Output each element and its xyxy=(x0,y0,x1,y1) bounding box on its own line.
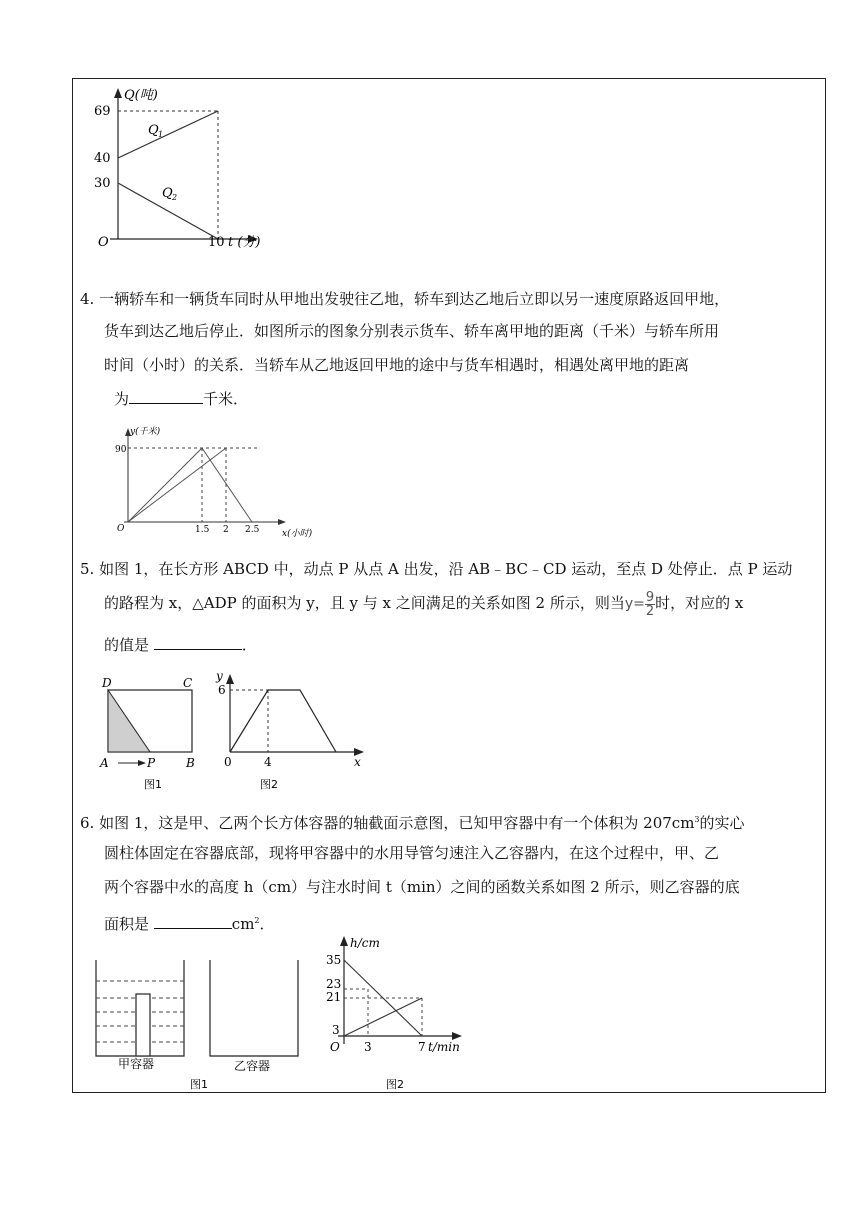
q6-line4-sup: 2 xyxy=(254,916,260,925)
q5-fig2-caption: 图2 xyxy=(260,778,278,791)
q5-line-1: 5. 如图 1，在长方形 ABCD 中，动点 P 从点 A 出发，沿 AB﹣BC﹣CD 运动，至点 D 处停止．点 P 运动 xyxy=(80,560,793,578)
q3-y-arrow xyxy=(114,88,122,98)
q5-fig2 xyxy=(214,670,366,792)
q6-fig1 xyxy=(88,956,314,1092)
q5-line3-pre: 的值是 xyxy=(104,636,150,654)
q4-car-out xyxy=(128,448,202,522)
q6-fig2-tick-x3: 3 xyxy=(364,1040,372,1054)
q5-triangle-adp xyxy=(108,690,150,752)
q4-origin: O xyxy=(117,524,125,534)
q3-tick-69: 69 xyxy=(94,104,111,119)
q6-fig2-tick-x7: 7 xyxy=(418,1040,426,1054)
q5-fig2-tick-6: 6 xyxy=(218,683,226,697)
q5-frac-num: 9 xyxy=(645,589,655,605)
q6-fig2-origin: O xyxy=(330,1040,340,1054)
q4-line-2: 货车到达乙地后停止．如图所示的图象分别表示货车、轿车离甲地的距离（千米）与轿车所用 xyxy=(104,322,720,340)
q5-fig2-graph xyxy=(230,690,336,752)
q4-line4-pre: 为 xyxy=(114,390,130,408)
q6-fig2-tick-3: 3 xyxy=(332,1023,340,1037)
q6-fig2-caption: 图2 xyxy=(386,1078,404,1091)
q4-answer-blank xyxy=(129,389,203,404)
q6-fig2-x-label: t/min xyxy=(428,1040,460,1054)
q6-fig2-tick-21: 21 xyxy=(326,990,342,1004)
q6-line-4 xyxy=(104,906,275,939)
q6-container-b-label: 乙容器 xyxy=(234,1059,271,1073)
q4-line-3: 时间（小时）的关系．当轿车从乙地返回甲地的途中与货车相遇时，相遇处离甲地的距离 xyxy=(104,356,690,374)
q3-tick-30: 30 xyxy=(94,176,111,191)
q5-frac-den: 2 xyxy=(645,603,655,619)
q6-line4-pre: 面积是 xyxy=(104,915,150,933)
q5-label-b: B xyxy=(186,756,195,770)
q6-fig2 xyxy=(320,930,472,1092)
q6-line-1 xyxy=(80,805,745,838)
q6-line4-post: ． xyxy=(259,915,275,933)
q6-line1-pre: 6. 如图 1，这是甲、乙两个长方体容器的轴截面示意图，已知甲容器中有一个体积为 207cm xyxy=(80,814,695,832)
q3-q1-label: Q xyxy=(148,123,159,138)
q3-graph xyxy=(80,84,270,254)
q6-fig2-x-arrow xyxy=(452,1032,462,1040)
q4-tick-2-5: 2.5 xyxy=(245,525,260,535)
q4-tick-90: 90 xyxy=(115,445,127,455)
q6-fig2-tick-35: 35 xyxy=(326,953,342,967)
q3-q2-sub: 2 xyxy=(172,193,178,202)
q5-line-3 xyxy=(104,630,257,660)
q6-line1-post: 的实心 xyxy=(699,814,745,832)
q4-car-back xyxy=(202,448,252,522)
q4-tick-1-5: 1.5 xyxy=(195,525,210,535)
q5-label-d: D xyxy=(102,676,112,690)
q6-fig2-y-arrow xyxy=(340,936,348,946)
q3-q1-sub: 1 xyxy=(158,130,164,139)
q6-cylinder xyxy=(136,994,150,1056)
q4-line4-post: 千米． xyxy=(203,390,249,408)
q5-fig2-x-label: x xyxy=(354,755,361,769)
q6-line-2: 圆柱体固定在容器底部，现将甲容器中的水用导管匀速注入乙容器内，在这个过程中，甲、乙 xyxy=(104,844,720,862)
q5-fig2-y-label: y xyxy=(216,670,223,683)
q6-fig2-line-b xyxy=(344,998,422,1036)
q4-truck xyxy=(128,448,226,522)
q5-fig2-origin: 0 xyxy=(224,755,232,769)
q6-answer-blank xyxy=(154,914,232,929)
q5-label-p: P xyxy=(147,756,156,770)
q5-label-c: C xyxy=(183,676,193,690)
q4-x-label: x(小时) xyxy=(282,529,313,539)
q5-line3-post: ． xyxy=(241,636,257,654)
q5-fraction xyxy=(645,591,655,618)
q4-x-arrow xyxy=(278,519,286,525)
q3-origin: O xyxy=(98,235,109,250)
q5-answer-blank xyxy=(154,635,242,650)
q5-line-2 xyxy=(104,588,743,619)
q6-line1-sup: 3 xyxy=(694,815,700,824)
q5-fig2-tick-4: 4 xyxy=(264,755,272,769)
q4-line-4 xyxy=(114,384,248,414)
q5-fig2-y-arrow xyxy=(226,674,234,684)
q5-line2-pre: 的路程为 x，△ADP 的面积为 y，且 y 与 x 之间满足的关系如图 2 所示，则当 xyxy=(104,594,625,612)
q3-q2-label: Q xyxy=(162,186,173,201)
q3-x-label: t (分) xyxy=(228,235,261,250)
q6-fig1-caption: 图1 xyxy=(190,1078,208,1091)
q6-container-a-label: 甲容器 xyxy=(118,1057,155,1071)
q6-fig2-y-label: h/cm xyxy=(350,936,380,950)
q5-arrow-head xyxy=(138,760,146,766)
q6-line-3: 两个容器中水的高度 h（cm）与注水时间 t（min）之间的函数关系如图 2 所示，则乙容器的底 xyxy=(104,878,740,896)
q3-line-q1 xyxy=(118,111,218,158)
q3-tick-10: 10 xyxy=(208,235,225,250)
q5-label-a: A xyxy=(100,756,109,770)
q4-tick-2: 2 xyxy=(223,525,229,535)
q5-y-eq: y= xyxy=(624,596,645,612)
q5-fig1 xyxy=(96,674,202,792)
q3-tick-40: 40 xyxy=(94,151,111,166)
q5-line2-post: 时，对应的 x xyxy=(655,594,744,612)
q4-line-1: 4. 一辆轿车和一辆货车同时从甲地出发驶往乙地，轿车到达乙地后立即以另一速度原路返回甲地， xyxy=(80,290,730,308)
q3-y-label: Q(吨) xyxy=(124,88,158,103)
q5-fig1-caption: 图1 xyxy=(144,778,162,791)
q4-graph xyxy=(110,424,336,544)
q4-y-label: y(千米) xyxy=(130,427,161,437)
q6-fig2-tick-23: 23 xyxy=(326,977,342,991)
q6-line4-unit: cm xyxy=(231,915,255,933)
q6-container-b xyxy=(210,960,298,1056)
